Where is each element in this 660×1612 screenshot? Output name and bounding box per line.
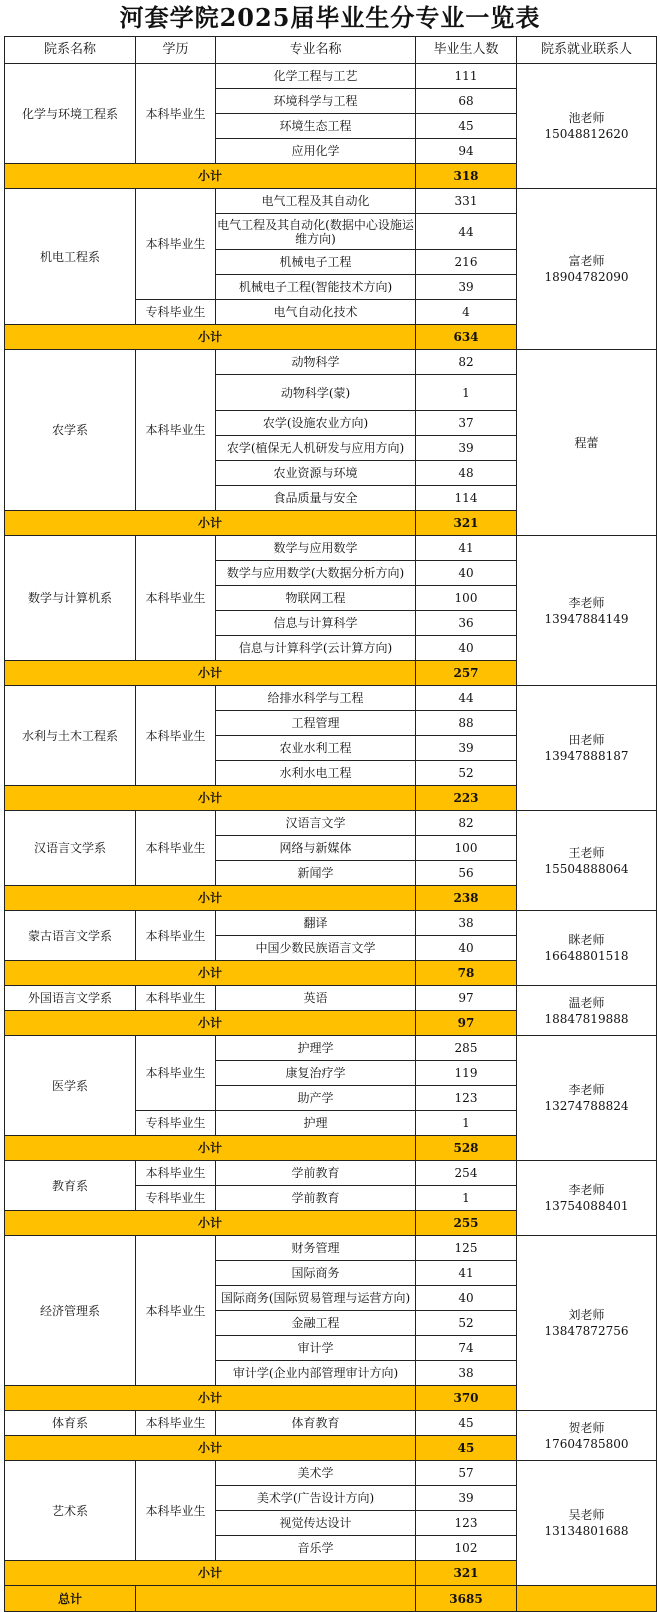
graduate-count: 57 — [416, 1461, 517, 1486]
major-name: 财务管理 — [216, 1236, 416, 1261]
major-name: 康复治疗学 — [216, 1061, 416, 1086]
subtotal-value: 78 — [416, 961, 517, 986]
department-name: 蒙古语言文学系 — [5, 911, 136, 961]
subtotal-value: 97 — [416, 1011, 517, 1036]
department-name: 数学与计算机系 — [5, 536, 136, 661]
subtotal-label: 小计 — [5, 1436, 416, 1461]
graduate-count: 40 — [416, 636, 517, 661]
graduate-count: 100 — [416, 836, 517, 861]
subtotal-value: 370 — [416, 1386, 517, 1411]
graduate-count: 123 — [416, 1086, 517, 1111]
header-degree: 学历 — [136, 37, 216, 64]
contact-cell — [517, 1461, 657, 1586]
major-name: 机械电子工程 — [216, 250, 416, 275]
subtotal-label: 小计 — [5, 164, 416, 189]
table-row — [5, 686, 657, 711]
subtotal-label: 小计 — [5, 1011, 416, 1036]
major-name: 数学与应用数学 — [216, 536, 416, 561]
graduate-count: 41 — [416, 536, 517, 561]
graduate-count: 285 — [416, 1036, 517, 1061]
total-contact-spacer — [517, 1586, 657, 1612]
graduate-count: 114 — [416, 486, 517, 511]
major-name: 汉语言文学 — [216, 811, 416, 836]
subtotal-value: 321 — [416, 1561, 517, 1586]
degree-cell: 本科毕业生 — [136, 1161, 216, 1186]
major-name: 机械电子工程(智能技术方向) — [216, 275, 416, 300]
table-row — [5, 1036, 657, 1061]
graduate-count: 40 — [416, 561, 517, 586]
degree-cell: 本科毕业生 — [136, 1236, 216, 1386]
department-name: 汉语言文学系 — [5, 811, 136, 886]
table-row — [5, 189, 657, 214]
subtotal-value: 238 — [416, 886, 517, 911]
graduate-table — [4, 36, 657, 1612]
contact-name: 眯老师 — [568, 933, 605, 947]
department-name: 外国语言文学系 — [5, 986, 136, 1011]
subtotal-label: 小计 — [5, 1386, 416, 1411]
subtotal-label: 小计 — [5, 325, 416, 350]
degree-cell: 本科毕业生 — [136, 986, 216, 1011]
graduate-count: 56 — [416, 861, 517, 886]
graduate-count: 4 — [416, 300, 517, 325]
subtotal-value: 223 — [416, 786, 517, 811]
major-name: 应用化学 — [216, 139, 416, 164]
degree-cell: 本科毕业生 — [136, 1036, 216, 1111]
major-name: 护理学 — [216, 1036, 416, 1061]
major-name: 工程管理 — [216, 711, 416, 736]
contact-cell — [517, 811, 657, 911]
graduate-count: 88 — [416, 711, 517, 736]
graduate-count: 100 — [416, 586, 517, 611]
contact-cell — [517, 686, 657, 811]
table-row — [5, 350, 657, 375]
department-name: 水利与土木工程系 — [5, 686, 136, 786]
table-row — [5, 1161, 657, 1186]
contact-name: 李老师 — [568, 1083, 605, 1097]
contact-cell — [517, 911, 657, 986]
subtotal-value: 257 — [416, 661, 517, 686]
table-row — [5, 64, 657, 89]
degree-cell: 本科毕业生 — [136, 811, 216, 886]
graduate-count: 45 — [416, 1411, 517, 1436]
subtotal-label: 小计 — [5, 1211, 416, 1236]
page-title: 河套学院2025届毕业生分专业一览表 — [119, 3, 541, 32]
degree-cell: 本科毕业生 — [136, 686, 216, 786]
major-name: 国际商务 — [216, 1261, 416, 1286]
graduate-count: 123 — [416, 1511, 517, 1536]
contact-cell — [517, 350, 657, 536]
contact-phone: 16648801518 — [544, 949, 629, 963]
graduate-count: 74 — [416, 1336, 517, 1361]
graduate-count: 68 — [416, 89, 517, 114]
major-name: 网络与新媒体 — [216, 836, 416, 861]
major-name: 给排水科学与工程 — [216, 686, 416, 711]
graduate-count: 1 — [416, 1111, 517, 1136]
major-name: 动物科学(蒙) — [216, 375, 416, 411]
subtotal-label: 小计 — [5, 786, 416, 811]
table-row — [5, 811, 657, 836]
degree-cell: 本科毕业生 — [136, 64, 216, 164]
contact-phone: 17604785800 — [544, 1436, 629, 1451]
graduate-count: 97 — [416, 986, 517, 1011]
graduate-count: 52 — [416, 761, 517, 786]
degree-cell: 本科毕业生 — [136, 911, 216, 961]
graduate-count: 119 — [416, 1061, 517, 1086]
contact-phone: 18847819888 — [544, 1011, 629, 1026]
graduate-count: 331 — [416, 189, 517, 214]
major-name: 农业资源与环境 — [216, 461, 416, 486]
department-name: 医学系 — [5, 1036, 136, 1136]
major-name: 环境生态工程 — [216, 114, 416, 139]
graduate-count: 125 — [416, 1236, 517, 1261]
graduate-count: 1 — [416, 1186, 517, 1211]
graduate-count: 40 — [416, 1286, 517, 1311]
graduate-count: 48 — [416, 461, 517, 486]
graduate-count: 39 — [416, 436, 517, 461]
major-name: 食品质量与安全 — [216, 486, 416, 511]
graduate-count: 111 — [416, 64, 517, 89]
subtotal-label: 小计 — [5, 511, 416, 536]
header-count: 毕业生人数 — [416, 37, 517, 64]
subtotal-value: 528 — [416, 1136, 517, 1161]
major-name: 学前教育 — [216, 1161, 416, 1186]
major-name: 物联网工程 — [216, 586, 416, 611]
contact-name: 温老师 — [568, 995, 605, 1010]
major-name: 美术学(广告设计方向) — [216, 1486, 416, 1511]
graduate-count: 82 — [416, 350, 517, 375]
table-body — [5, 64, 657, 1612]
degree-cell: 本科毕业生 — [136, 1411, 216, 1436]
major-name: 中国少数民族语言文学 — [216, 936, 416, 961]
contact-phone: 18904782090 — [544, 270, 629, 284]
header-department: 院系名称 — [5, 37, 136, 64]
major-name: 环境科学与工程 — [216, 89, 416, 114]
major-name: 动物科学 — [216, 350, 416, 375]
table-row — [5, 986, 657, 1011]
contact-name: 贺老师 — [568, 1420, 605, 1435]
major-name: 电气工程及其自动化(数据中心设施运维方向) — [216, 214, 416, 250]
subtotal-value: 255 — [416, 1211, 517, 1236]
major-name: 金融工程 — [216, 1311, 416, 1336]
graduate-count: 36 — [416, 611, 517, 636]
contact-cell — [517, 1161, 657, 1236]
contact-name: 池老师 — [568, 111, 605, 125]
contact-phone: 13847872756 — [544, 1324, 629, 1338]
graduate-count: 38 — [416, 1361, 517, 1386]
contact-phone: 13754088401 — [544, 1199, 629, 1213]
graduate-count: 102 — [416, 1536, 517, 1561]
table-row — [5, 1236, 657, 1261]
major-name: 视觉传达设计 — [216, 1511, 416, 1536]
graduate-count: 254 — [416, 1161, 517, 1186]
department-name: 农学系 — [5, 350, 136, 511]
contact-name: 李老师 — [568, 595, 605, 610]
degree-cell: 本科毕业生 — [136, 350, 216, 511]
table-row — [5, 1411, 657, 1436]
graduate-count: 41 — [416, 1261, 517, 1286]
major-name: 农学(植保无人机研发与应用方向) — [216, 436, 416, 461]
contact-cell — [517, 1411, 657, 1461]
contact-cell — [517, 536, 657, 686]
graduate-count: 38 — [416, 911, 517, 936]
contact-cell — [517, 1036, 657, 1161]
contact-phone: 15504888064 — [544, 861, 629, 876]
total-row — [5, 1586, 657, 1612]
graduate-count: 44 — [416, 214, 517, 250]
subtotal-label: 小计 — [5, 961, 416, 986]
subtotal-value: 321 — [416, 511, 517, 536]
graduate-count: 94 — [416, 139, 517, 164]
degree-cell: 专科毕业生 — [136, 300, 216, 325]
major-name: 美术学 — [216, 1461, 416, 1486]
department-name: 化学与环境工程系 — [5, 64, 136, 164]
total-value: 3685 — [416, 1586, 517, 1612]
major-name: 学前教育 — [216, 1186, 416, 1211]
major-name: 数学与应用数学(大数据分析方向) — [216, 561, 416, 586]
subtotal-value: 45 — [416, 1436, 517, 1461]
major-name: 电气自动化技术 — [216, 300, 416, 325]
graduate-count: 216 — [416, 250, 517, 275]
total-label: 总计 — [5, 1586, 136, 1612]
graduate-count: 39 — [416, 1486, 517, 1511]
contact-name: 李老师 — [568, 1183, 605, 1197]
major-name: 新闻学 — [216, 861, 416, 886]
contact-cell — [517, 64, 657, 189]
major-name: 英语 — [216, 986, 416, 1011]
graduate-count: 45 — [416, 114, 517, 139]
graduate-count: 39 — [416, 275, 517, 300]
table-row — [5, 536, 657, 561]
contact-cell — [517, 1236, 657, 1411]
subtotal-label: 小计 — [5, 661, 416, 686]
contact-name: 吴老师 — [568, 1508, 605, 1522]
contact-name: 刘老师 — [568, 1308, 605, 1322]
contact-cell — [517, 986, 657, 1036]
graduate-count: 52 — [416, 1311, 517, 1336]
major-name: 音乐学 — [216, 1536, 416, 1561]
major-name: 农业水利工程 — [216, 736, 416, 761]
graduate-count: 44 — [416, 686, 517, 711]
department-name: 艺术系 — [5, 1461, 136, 1561]
table-row — [5, 911, 657, 936]
department-name: 经济管理系 — [5, 1236, 136, 1386]
major-name: 审计学(企业内部管理审计方向) — [216, 1361, 416, 1386]
graduate-count: 37 — [416, 411, 517, 436]
contact-name: 富老师 — [568, 254, 605, 268]
contact-name: 程蕾 — [574, 435, 599, 450]
contact-phone: 13274788824 — [544, 1099, 629, 1113]
major-name: 水利水电工程 — [216, 761, 416, 786]
subtotal-value: 634 — [416, 325, 517, 350]
contact-cell — [517, 189, 657, 350]
subtotal-label: 小计 — [5, 1136, 416, 1161]
subtotal-value: 318 — [416, 164, 517, 189]
header-major: 专业名称 — [216, 37, 416, 64]
major-name: 化学工程与工艺 — [216, 64, 416, 89]
degree-cell: 本科毕业生 — [136, 189, 216, 300]
major-name: 体育教育 — [216, 1411, 416, 1436]
contact-phone: 15048812620 — [544, 127, 629, 141]
department-name: 机电工程系 — [5, 189, 136, 325]
contact-phone: 13134801688 — [544, 1524, 629, 1538]
header-row — [5, 37, 657, 64]
contact-name: 田老师 — [568, 733, 605, 747]
department-name: 体育系 — [5, 1411, 136, 1436]
major-name: 电气工程及其自动化 — [216, 189, 416, 214]
degree-cell: 本科毕业生 — [136, 1461, 216, 1561]
major-name: 信息与计算科学 — [216, 611, 416, 636]
table-row — [5, 1461, 657, 1486]
total-spacer — [136, 1586, 416, 1612]
major-name: 国际商务(国际贸易管理与运营方向) — [216, 1286, 416, 1311]
contact-name: 王老师 — [568, 845, 605, 860]
subtotal-label: 小计 — [5, 886, 416, 911]
major-name: 护理 — [216, 1111, 416, 1136]
major-name: 信息与计算科学(云计算方向) — [216, 636, 416, 661]
graduate-count: 82 — [416, 811, 517, 836]
contact-phone: 13947888187 — [544, 749, 629, 763]
department-name: 教育系 — [5, 1161, 136, 1211]
contact-phone: 13947884149 — [544, 611, 629, 626]
major-name: 农学(设施农业方向) — [216, 411, 416, 436]
graduate-count: 1 — [416, 375, 517, 411]
graduate-count: 39 — [416, 736, 517, 761]
subtotal-label: 小计 — [5, 1561, 416, 1586]
header-contact: 院系就业联系人 — [517, 37, 657, 64]
degree-cell: 本科毕业生 — [136, 536, 216, 661]
degree-cell: 专科毕业生 — [136, 1111, 216, 1136]
graduate-count: 40 — [416, 936, 517, 961]
major-name: 审计学 — [216, 1336, 416, 1361]
major-name: 助产学 — [216, 1086, 416, 1111]
degree-cell: 专科毕业生 — [136, 1186, 216, 1211]
major-name: 翻译 — [216, 911, 416, 936]
